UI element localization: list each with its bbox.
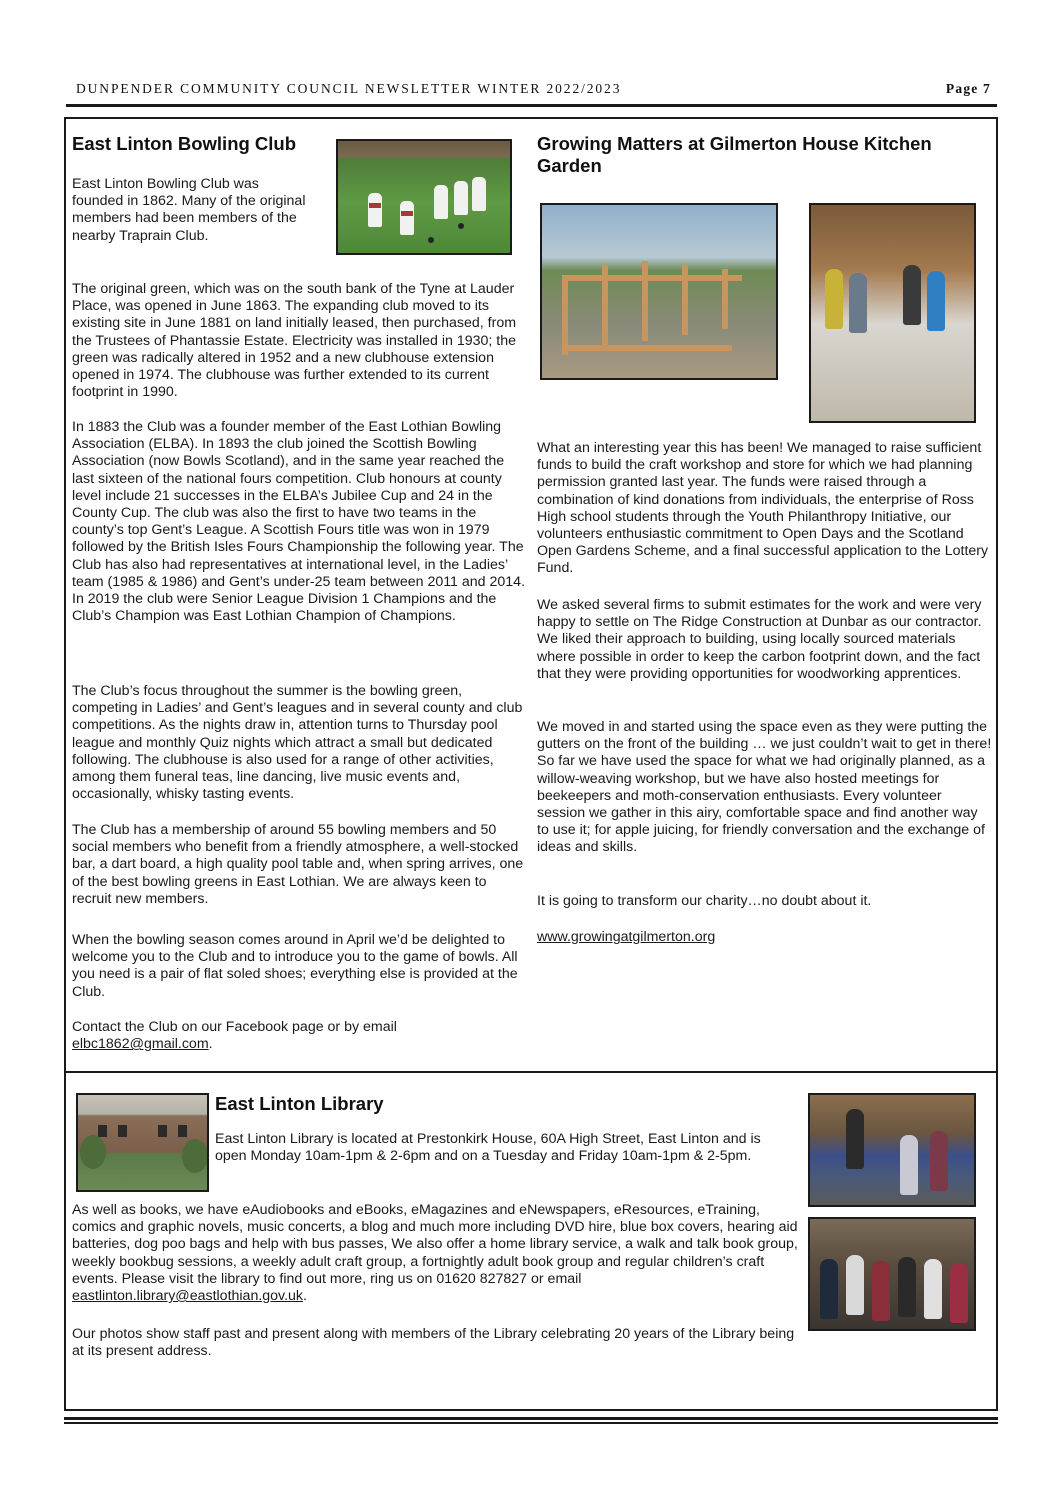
bowling-email-link[interactable]: elbc1862@gmail.com [72, 1036, 209, 1053]
library-email-link[interactable]: eastlinton.library@eastlothian.gov.uk [72, 1288, 304, 1305]
workshop-frame-photo [540, 203, 778, 380]
bowling-intro: East Linton Bowling Club was founded in 1862. Many of the original members had been members of the nearby Traprain Club. [72, 176, 306, 244]
section-divider [64, 1071, 998, 1073]
footer-rule-thin [64, 1422, 998, 1424]
bowling-contact: Contact the Club on our Facebook page or by email elbc1862@gmail.com. [72, 1019, 397, 1053]
garden-paragraph-closing: It is going to transform our charity…no doubt about it. [537, 893, 872, 909]
garden-website [537, 929, 993, 946]
bowling-paragraph-membership: The Club has a membership of around 55 bowling members and 50 social members who benefit from a friendly atmosphere, a well-stocked bar, a dart board, a high quality pool table and, when spring arrives, one of the best bowling greens in East Lothian. We are always keen to recruit new members. [72, 822, 524, 907]
garden-paragraph-contractor: We asked several firms to submit estimates for the work and were very happy to settle on The Ridge Construction at Dunbar as our contractor. We liked their approach to building, using locally sourced materials where possible in order to keep the carbon footprint down, and the fact that they were providing opportunities for woodworking apprentices. [537, 597, 982, 682]
garden-website-link[interactable]: www.growingatgilmerton.org [537, 929, 716, 945]
footer-rule [64, 1417, 998, 1420]
garden-paragraph-funding: What an interesting year this has been! We managed to raise sufficient funds to build the craft workshop and store for which we had planning permission granted last year. The funds were raised through a combination of kind donations from individuals, the enterprise of Ross High school students through the Youth Philanthropy Initiative, our volunteers enthusiastic commitment to Open Days and the Scotland Open Gardens Scheme, and a final successful application to the Lottery Fund. [537, 440, 989, 577]
garden-paragraph-usage: We moved in and started using the space even as they were putting the gutters on the front of the building … we just couldn’t wait to get in there! So far we have used the space for what we had originally planned, as a willow-weaving workshop, but we have also hosted meetings for beekeepers and moth-conservation enthusiasts. Every volunteer session we gather in this airy, comfortable space and find another way to use it; for apple juicing, for friendly conversation and the exchange of ideas and skills. [537, 719, 992, 856]
page-header [66, 81, 994, 103]
library-heading: East Linton Library [215, 1093, 384, 1114]
newsletter-title: DUNPENDER COMMUNITY COUNCIL NEWSLETTER WINTER 2022/2023 [76, 81, 622, 96]
bowling-heading: East Linton Bowling Club [72, 133, 297, 154]
bowling-paragraph-activities: The Club’s focus throughout the summer is the bowling green, competing in Ladies’ and Gent’s leagues and in several county and club competitions. As the nights draw in, attention turns to Thursday pool league and monthly Quiz nights which attract a small but dedicated following. The clubhouse is also used for a range of other activities, among them funeral teas, line dancing, live music events and, occasionally, whisky tasting events. [72, 683, 523, 803]
library-services-paragraph: As well as books, we have eAudiobooks and eBooks, eMagazines and eNewspapers, eResources, eTraining, comics and graphic novels, music concerts, a blog and much more including DVD hire, blue box covers, hearing aid batteries, dog poo bags and help with bus passes, We also offer a home library service, a walk and talk book group, weekly bookbug sessions, a weekly adult craft group, a fortnightly adult book group and regular children’s craft events. Please visit the library to find out more, ring us on 01620 827827 or email eastlinton.library@eastlothian.gov.uk. [72, 1202, 798, 1305]
library-building-photo [76, 1093, 209, 1192]
library-photos-caption: Our photos show staff past and present along with members of the Library celebrating 20 years of the Library being at its present address. [72, 1326, 795, 1360]
library-celebration-photo [808, 1093, 976, 1207]
page-number: Page 7 [945, 81, 991, 96]
bowling-paragraph-history: The original green, which was on the south bank of the Tyne at Lauder Place, was opened in June 1863. The expanding club moved to its existing site in June 1881 on land initially leased, then purchased, from the Trustees of Phantassie Estate. Electricity was installed in 1930; the green was radically altered in 1952 and a new clubhouse extension opened in 1974. The clubhouse was further extended to its current footprint in 1990. [72, 281, 517, 401]
bowling-green-photo [336, 139, 512, 255]
garden-heading: Growing Matters at Gilmerton House Kitchen Garden [537, 133, 932, 176]
bowling-contact-text: Contact the Club on our Facebook page or by email [72, 1019, 397, 1035]
library-staff-group-photo [808, 1217, 976, 1331]
volunteers-workshop-photo [809, 203, 976, 423]
bowling-paragraph-honours: In 1883 the Club was a founder member of the East Lothian Bowling Association (ELBA). In 1893 the club joined the Scottish Bowling Association (now Bowls Scotland), and in the same year reached the last sixteen of the national fours competition. Club honours at county level include 21 successes in the ELBA’s Jubilee Cup and 24 in the County Cup. The club was also the first to have two teams in the county’s top Gent’s League. A Scottish Fours title was won in 1979 followed by the British Isles Fours Championship the following year. The Club has also had representatives at international level, in the Ladies’ team (1985 & 1986) and Gent’s under-25 team between 2011 and 2014. In 2019 the club were Senior League Division 1 Champions and the Club’s Champion was East Lothian Champion of Champions. [72, 419, 526, 625]
header-rule [66, 104, 997, 107]
library-intro: East Linton Library is located at Prestonkirk House, 60A High Street, East Linton and is open Monday 10am-1pm & 2-6pm and on a Tuesday and Friday 10am-1pm & 2-5pm. [215, 1131, 761, 1165]
bowling-paragraph-welcome: When the bowling season comes around in April we’d be delighted to welcome you to the Club and to introduce you to the game of bowls. All you need is a pair of flat soled shoes; everything else is provided at the Club. [72, 932, 518, 1000]
